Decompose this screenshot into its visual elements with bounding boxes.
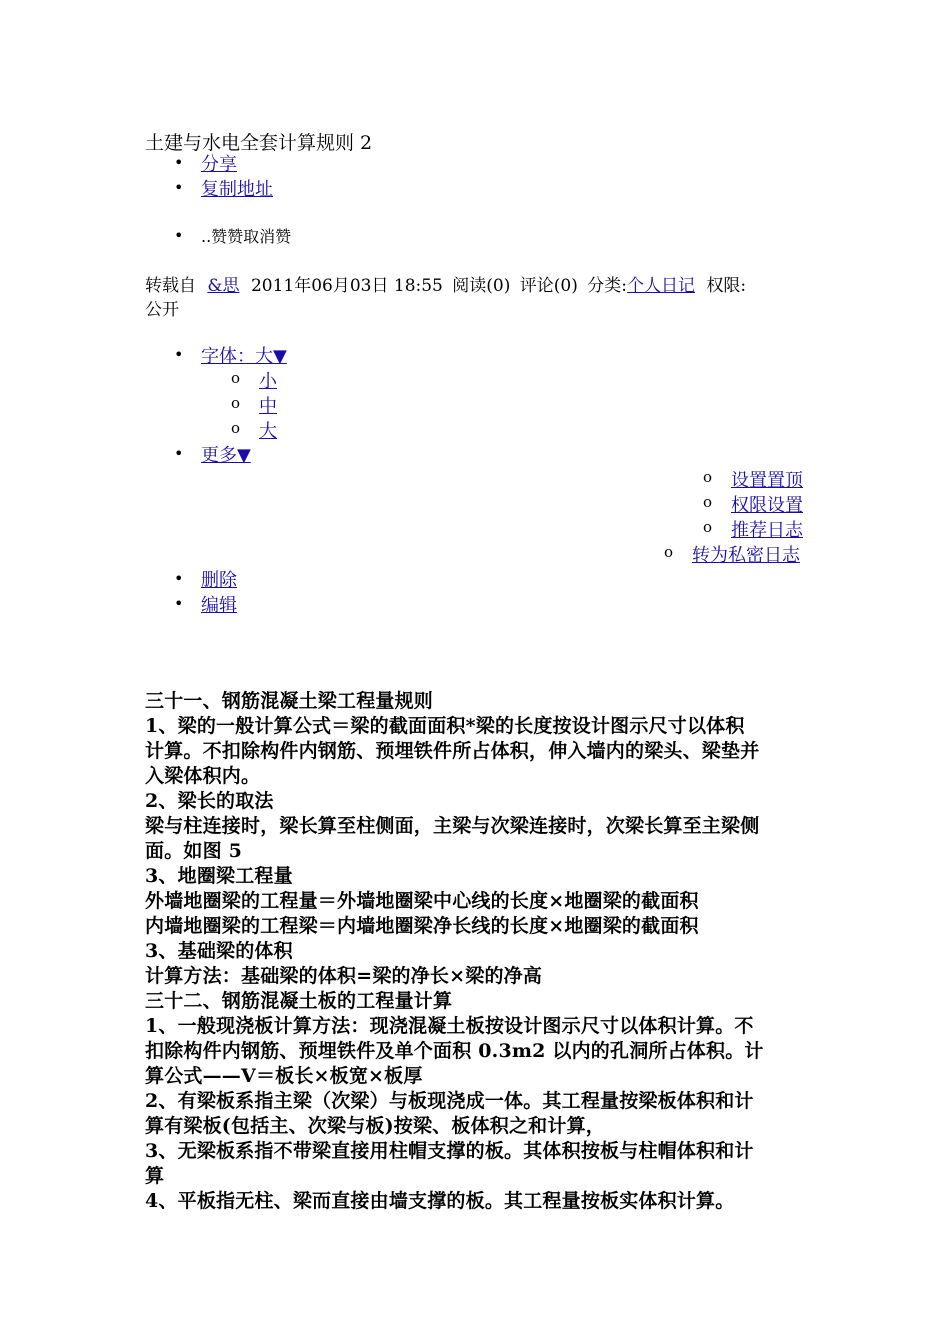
content-line: 3、基础梁的体积 [145, 940, 293, 962]
circle-bullet-icon: o [664, 543, 674, 561]
meta-prefix: 转载自 [145, 276, 196, 296]
more-menu[interactable]: 更多▼ [201, 445, 251, 466]
content-line: 梁与柱连接时，梁长算至柱侧面，主梁与次梁连接时，次梁长算至主梁侧 [145, 815, 760, 837]
circle-bullet-icon: o [231, 419, 241, 437]
content-line: 1、一般现浇板计算方法：现浇混凝土板按设计图示尺寸以体积计算。不 [145, 1015, 754, 1037]
content-line: 三十二、钢筋混凝土板的工程量计算 [145, 990, 453, 1012]
content-line: 三十一、钢筋混凝土梁工程量规则 [145, 690, 434, 712]
content-line: 3、无梁板系指不带梁直接用柱帽支撑的板。其体积按板与柱帽体积和计 [145, 1140, 754, 1162]
content-line: 外墙地圈梁的工程量＝外墙地圈梁中心线的长度×地圈梁的截面积 [145, 890, 699, 912]
font-small-option[interactable]: 小 [259, 371, 277, 392]
content-line: 算公式——V＝板长×板宽×板厚 [145, 1065, 423, 1087]
permission-value: 公开 [145, 300, 179, 320]
recommend-post-option[interactable]: 推荐日志 [731, 520, 803, 541]
delete-link[interactable]: 删除 [201, 570, 237, 591]
content-line: 1、梁的一般计算公式＝梁的截面面积*梁的长度按设计图示尺寸以体积 [145, 715, 745, 737]
font-medium-option[interactable]: 中 [259, 396, 277, 417]
circle-bullet-icon: o [231, 394, 241, 412]
content-line: 2、梁长的取法 [145, 790, 274, 812]
content-line: 4、平板指无柱、梁而直接由墙支撑的板。其工程量按板实体积计算。 [145, 1190, 735, 1212]
content-line: 算有梁板(包括主、次梁与板)按梁、板体积之和计算， [145, 1115, 605, 1137]
content-line: 入梁体积内。 [145, 765, 261, 787]
category-link[interactable]: 个人日记 [627, 276, 696, 296]
copy-address-link[interactable]: 复制地址 [201, 179, 273, 200]
circle-bullet-icon: o [231, 369, 241, 387]
edit-link[interactable]: 编辑 [201, 595, 237, 616]
share-link[interactable]: 分享 [201, 154, 237, 175]
font-size-menu[interactable]: 字体：大▼ [201, 346, 287, 367]
category-label: 分类: [587, 276, 628, 296]
bullet-icon: • [174, 444, 184, 463]
bullet-icon: • [174, 178, 184, 197]
content-line: 扣除构件内钢筋、预埋铁件及单个面积 0.3m2 以内的孔洞所占体积。计 [145, 1040, 764, 1062]
bullet-icon: • [174, 226, 184, 245]
content-line: 计算方法：基础梁的体积=梁的净长×梁的净高 [145, 965, 543, 987]
bullet-icon: • [174, 153, 184, 172]
content-line: 算 [145, 1165, 165, 1187]
permission-label: 权限: [706, 276, 747, 296]
content-line: 2、有梁板系指主梁（次梁）与板现浇成一体。其工程量按梁板体积和计 [145, 1090, 754, 1112]
content-line: 3、地圈梁工程量 [145, 865, 293, 887]
make-private-option[interactable]: 转为私密日志 [692, 545, 800, 566]
circle-bullet-icon: o [703, 493, 713, 511]
permission-settings-option[interactable]: 权限设置 [731, 495, 803, 516]
author-link[interactable]: &思 [207, 276, 240, 296]
bullet-icon: • [174, 569, 184, 588]
post-date: 2011年06月03日 18:55 [250, 276, 443, 296]
font-large-option[interactable]: 大 [259, 421, 277, 442]
bullet-icon: • [174, 594, 184, 613]
set-top-option[interactable]: 设置置顶 [731, 470, 803, 491]
bullet-icon: • [174, 345, 184, 364]
post-meta [145, 271, 746, 296]
content-line: 内墙地圈梁的工程梁＝内墙地圈梁净长线的长度×地圈梁的截面积 [145, 915, 699, 937]
page-title: 土建与水电全套计算规则 2 [145, 132, 373, 154]
comment-count: 评论(0) [519, 276, 578, 296]
content-line: 面。如图 5 [145, 840, 243, 862]
circle-bullet-icon: o [703, 468, 713, 486]
like-text[interactable]: ..赞赞取消赞 [201, 227, 292, 246]
circle-bullet-icon: o [703, 518, 713, 536]
read-count: 阅读(0) [452, 276, 511, 296]
content-line: 计算。不扣除构件内钢筋、预埋铁件所占体积，伸入墙内的梁头、梁垫并 [145, 740, 760, 762]
